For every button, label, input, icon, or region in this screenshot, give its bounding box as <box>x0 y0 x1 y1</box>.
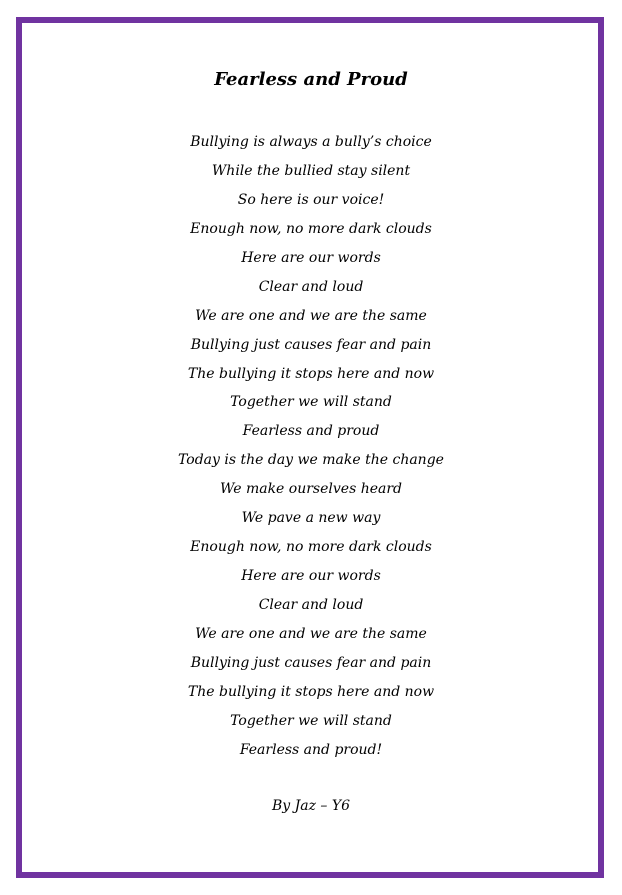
poem-line: Today is the day we make the change <box>178 452 444 469</box>
poem-line: Bullying just causes fear and pain <box>190 336 432 353</box>
poem-line: The bullying it stops here and now <box>187 365 435 382</box>
poem-line: Fearless and proud <box>242 423 380 440</box>
poem-body <box>0 130 622 767</box>
poem-line: The bullying it stops here and now <box>187 683 435 700</box>
poem-line: Fearless and proud! <box>239 741 383 758</box>
poem-line: We are one and we are the same <box>195 625 427 642</box>
poem-line: So here is our voice! <box>237 191 385 208</box>
author-credit: By Jaz – Y6 <box>271 798 351 814</box>
poem-line: Together we will stand <box>230 712 392 729</box>
poem-line: Enough now, no more dark clouds <box>190 539 432 556</box>
poem-line: Bullying just causes fear and pain <box>190 654 432 671</box>
poem-line: Clear and loud <box>258 278 364 295</box>
poem-title: Fearless and Proud <box>214 69 408 90</box>
poem-line: We are one and we are the same <box>195 307 427 324</box>
poem-line: Here are our words <box>241 249 381 266</box>
poem-line: Enough now, no more dark clouds <box>190 220 432 237</box>
poem-line: Here are our words <box>241 568 381 585</box>
poem-line: Together we will stand <box>230 394 392 411</box>
poem-line: Clear and loud <box>258 597 364 613</box>
poem-line: Bullying is always a bully’s choice <box>190 134 432 150</box>
poem-line: While the bullied stay silent <box>211 162 411 179</box>
poem-line: We make ourselves heard <box>219 481 403 498</box>
poem-line: We pave a new way <box>241 510 381 527</box>
